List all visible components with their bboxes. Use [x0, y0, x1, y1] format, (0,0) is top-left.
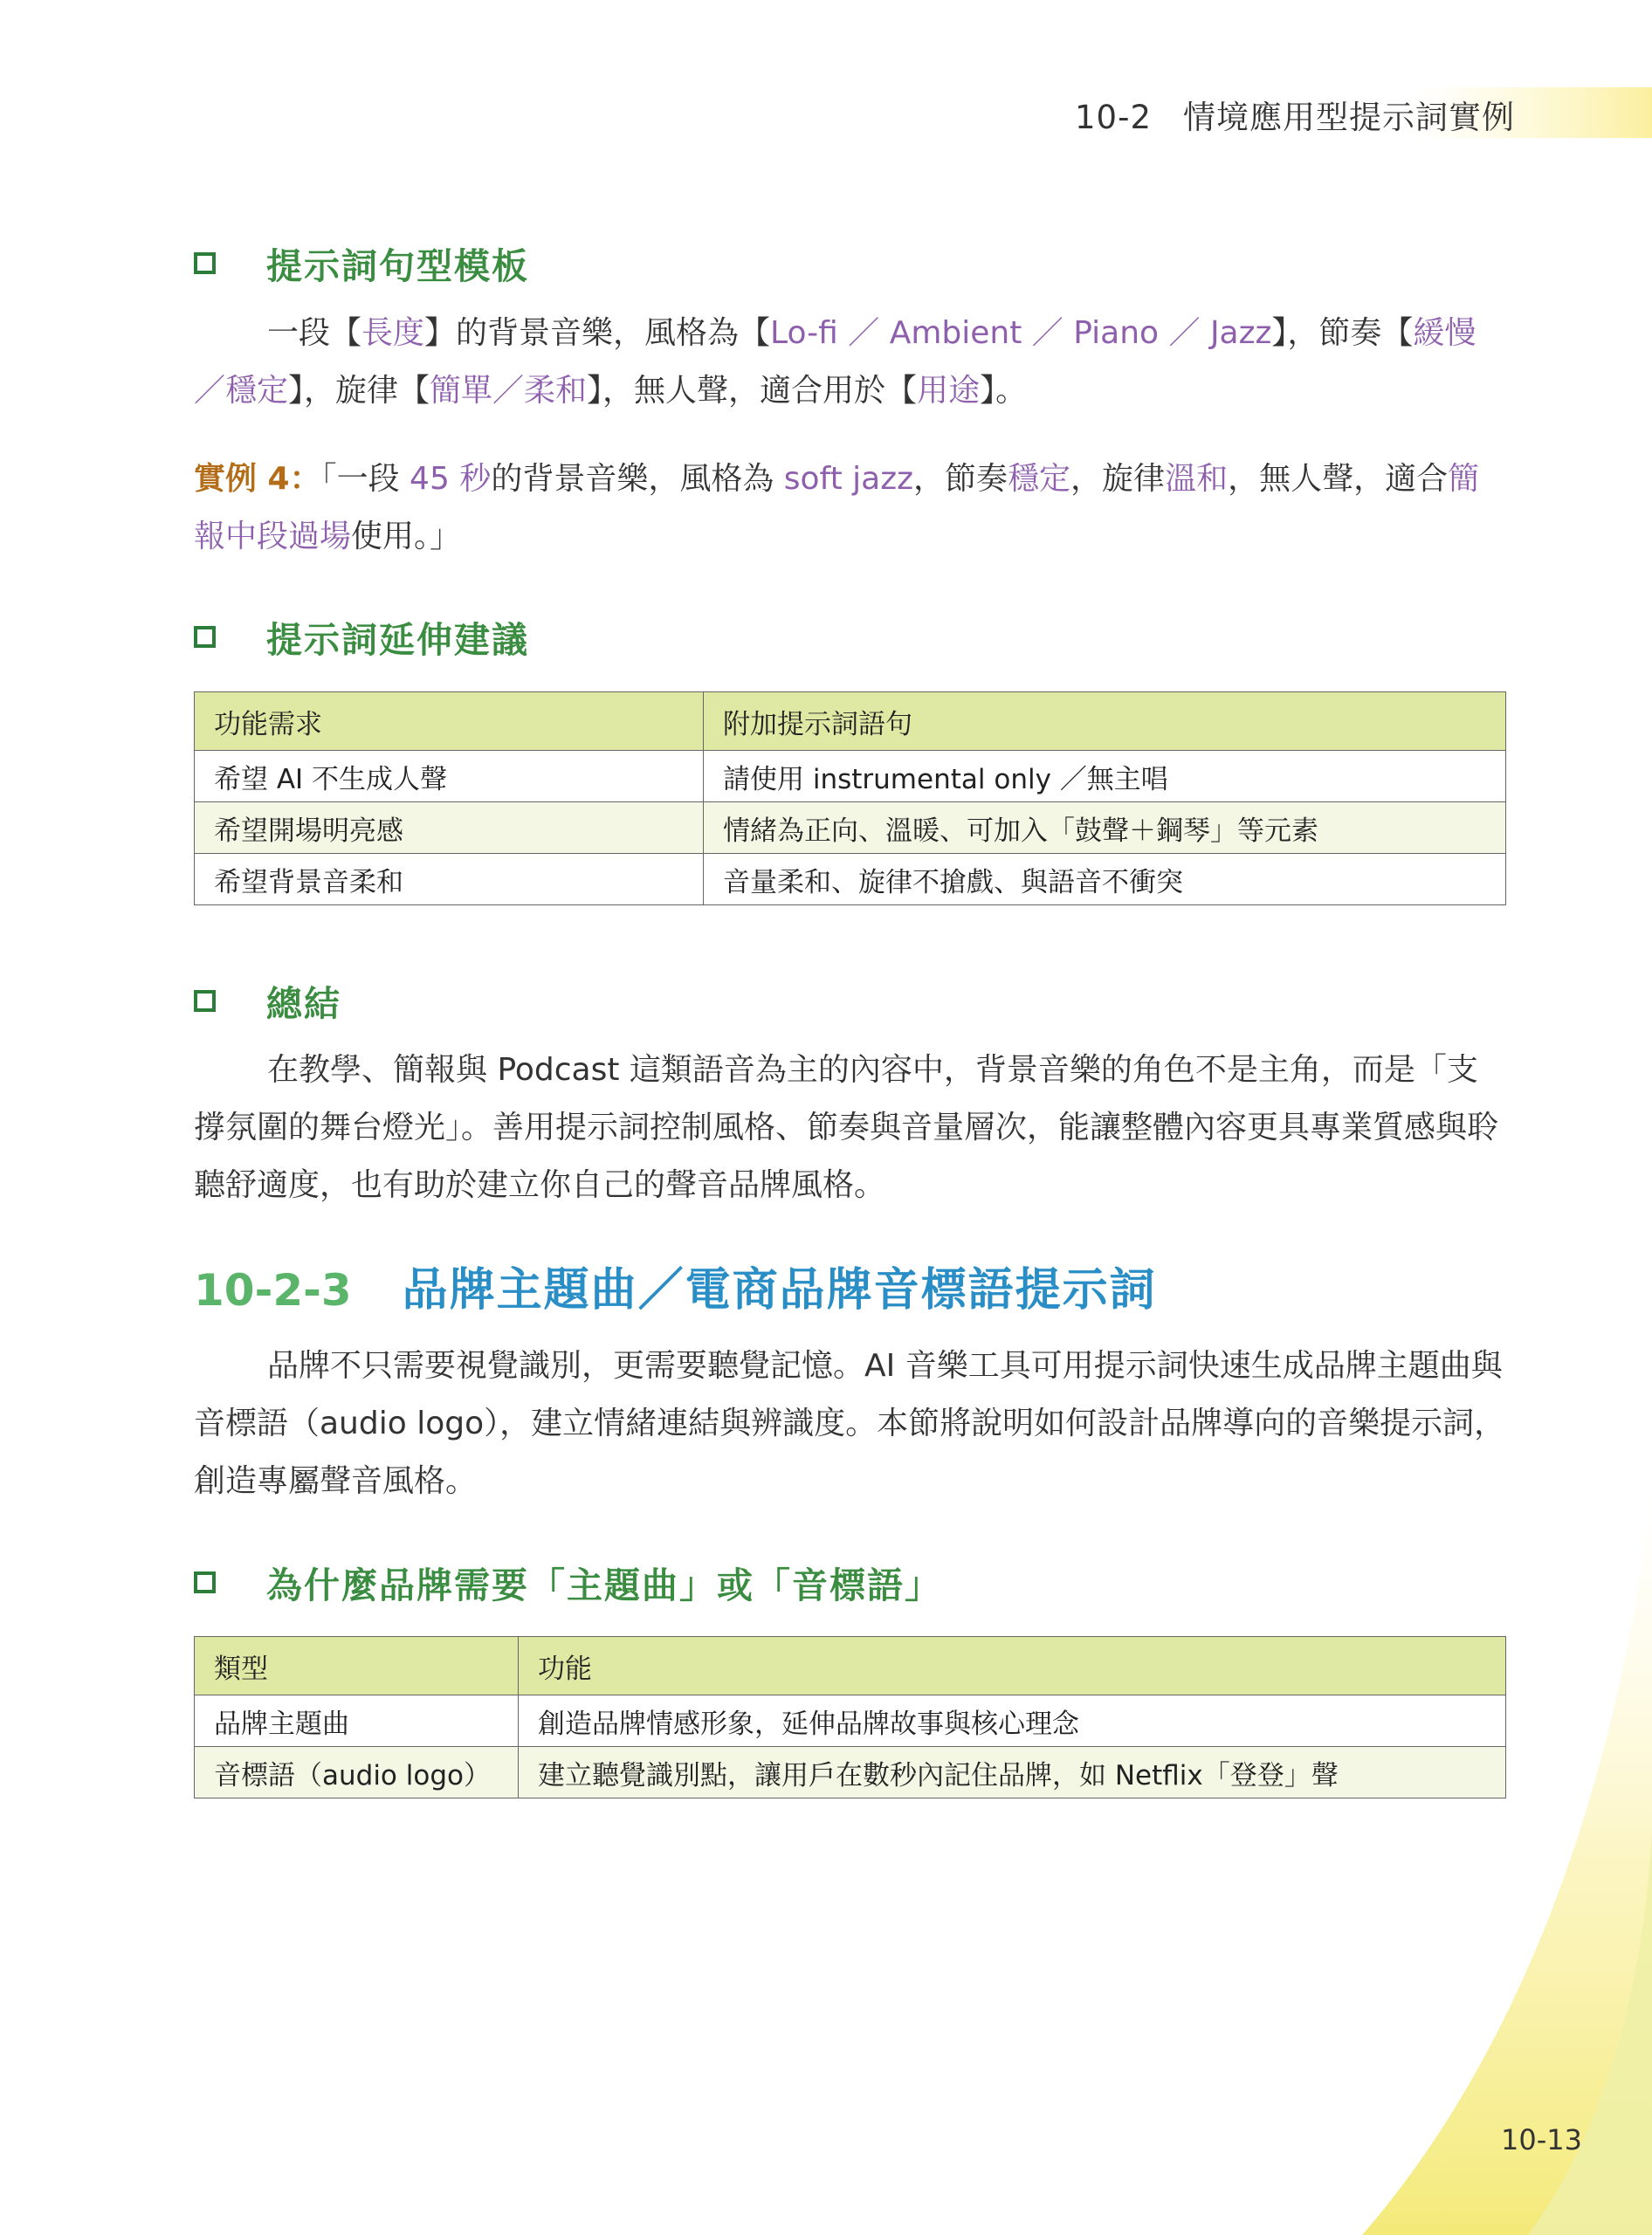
table-row: [195, 802, 1506, 854]
checkbox-bullet-icon: [194, 990, 216, 1012]
table-header-cell: 功能需求: [195, 692, 704, 751]
heading-summary: [194, 975, 341, 1027]
highlight-text: soft jazz: [783, 461, 914, 497]
heading-why-brand: [194, 1557, 942, 1608]
table-header-cell: 類型: [195, 1637, 519, 1695]
text-run: ，無人聲，適合: [1228, 461, 1449, 497]
highlight-text: 緩慢／穩定: [194, 315, 1476, 409]
highlight-text: 穩定: [1008, 461, 1071, 497]
example-paragraph: [194, 450, 1506, 566]
table-row: [195, 1747, 1506, 1798]
text-run: 】的背景音樂，風格為【: [424, 315, 771, 351]
table-cell: 希望開場明亮感: [195, 802, 704, 854]
brand-text: 品牌不只需要視覺識別，更需要聽覺記憶。AI 音樂工具可用提示詞快速生成品牌主題曲與音標語（audio logo），建立情緒連結與辨識度。本節將說明如何設計品牌導向的音樂提示詞，創造專屬聲音風格。: [194, 1348, 1506, 1499]
text-run: 的背景音樂，風格為: [491, 461, 784, 497]
checkbox-bullet-icon: [194, 1571, 216, 1593]
table-cell: 音標語（audio logo）: [195, 1747, 519, 1798]
table-cell: 品牌主題曲: [195, 1695, 519, 1747]
heading-template: [194, 237, 529, 289]
text-run: 】，節奏【: [1271, 315, 1414, 351]
text-run: ，旋律: [1070, 461, 1166, 497]
brand-paragraph: [194, 1338, 1506, 1510]
section-number: 10-2-3: [194, 1265, 352, 1316]
heading-extensions: [194, 611, 529, 663]
text-run: 】，無人聲，適合用於【: [587, 373, 918, 409]
table-header-cell: 附加提示詞語句: [704, 692, 1506, 751]
highlight-text: 45 秒: [410, 461, 492, 497]
table-row: [195, 751, 1506, 802]
heading-text: 提示詞句型模板: [266, 245, 529, 287]
text-run: 】。: [980, 373, 1028, 409]
highlight-text: 簡報中段過場: [194, 461, 1480, 554]
text-run: 「一段: [320, 461, 410, 497]
text-run: ，節奏: [913, 461, 1008, 497]
example-body: [194, 461, 1479, 554]
example-label: 實例 4：: [194, 461, 321, 497]
highlight-text: 溫和: [1165, 461, 1229, 497]
heading-text: 提示詞延伸建議: [266, 619, 529, 661]
highlight-text: 用途: [917, 373, 981, 409]
summary-paragraph: [194, 1042, 1506, 1214]
table-cell: 希望背景音柔和: [195, 854, 704, 905]
highlight-text: 簡單／柔和: [430, 373, 588, 409]
text-run: 】，旋律【: [288, 373, 430, 409]
section-title: [194, 1253, 1157, 1318]
table-cell: 建立聽覺識別點，讓用戶在數秒內記住品牌，如 Netflix「登登」聲: [519, 1747, 1506, 1798]
text-run: 一段【: [267, 315, 362, 351]
page-number: 10-13: [1501, 2123, 1582, 2156]
table-cell: 情緒為正向、溫暖、可加入「鼓聲＋鋼琴」等元素: [704, 802, 1506, 854]
chapter-header: [1075, 91, 1515, 138]
text-run: 使用。」: [351, 519, 462, 554]
template-paragraph: [194, 305, 1506, 420]
section-title-text: 品牌主題曲／電商品牌音標語提示詞: [402, 1264, 1157, 1317]
brand-table: [194, 1636, 1506, 1798]
highlight-text: Lo-fi ／ Ambient ／ Piano ／ Jazz: [770, 315, 1272, 351]
table-header-row: [195, 1637, 1506, 1695]
table-row: [195, 854, 1506, 905]
template-text: [194, 305, 1506, 420]
table-cell: 希望 AI 不生成人聲: [195, 751, 704, 802]
table-cell: 請使用 instrumental only ／無主唱: [704, 751, 1506, 802]
table-header-cell: 功能: [519, 1637, 1506, 1695]
example-text: [194, 450, 1506, 566]
table-header-row: [195, 692, 1506, 751]
chapter-title: 情境應用型提示詞實例: [1183, 99, 1515, 136]
heading-text: 為什麼品牌需要「主題曲」或「音標語」: [266, 1564, 942, 1606]
extensions-table: [194, 691, 1506, 905]
checkbox-bullet-icon: [194, 626, 216, 648]
table-row: [195, 1695, 1506, 1747]
heading-text: 總結: [266, 983, 341, 1025]
highlight-text: 長度: [361, 315, 425, 351]
table-cell: 音量柔和、旋律不搶戲、與語音不衝突: [704, 854, 1506, 905]
table-cell: 創造品牌情感形象，延伸品牌故事與核心理念: [519, 1695, 1506, 1747]
chapter-number: 10-2: [1075, 99, 1152, 136]
checkbox-bullet-icon: [194, 252, 216, 274]
summary-text: 在教學、簡報與 Podcast 這類語音為主的內容中，背景音樂的角色不是主角，而是「支撐氛圍的舞台燈光」。善用提示詞控制風格、節奏與音量層次，能讓整體內容更具專業質感與聆聽舒適度，也有助於建立你自己的聲音品牌風格。: [194, 1052, 1499, 1203]
